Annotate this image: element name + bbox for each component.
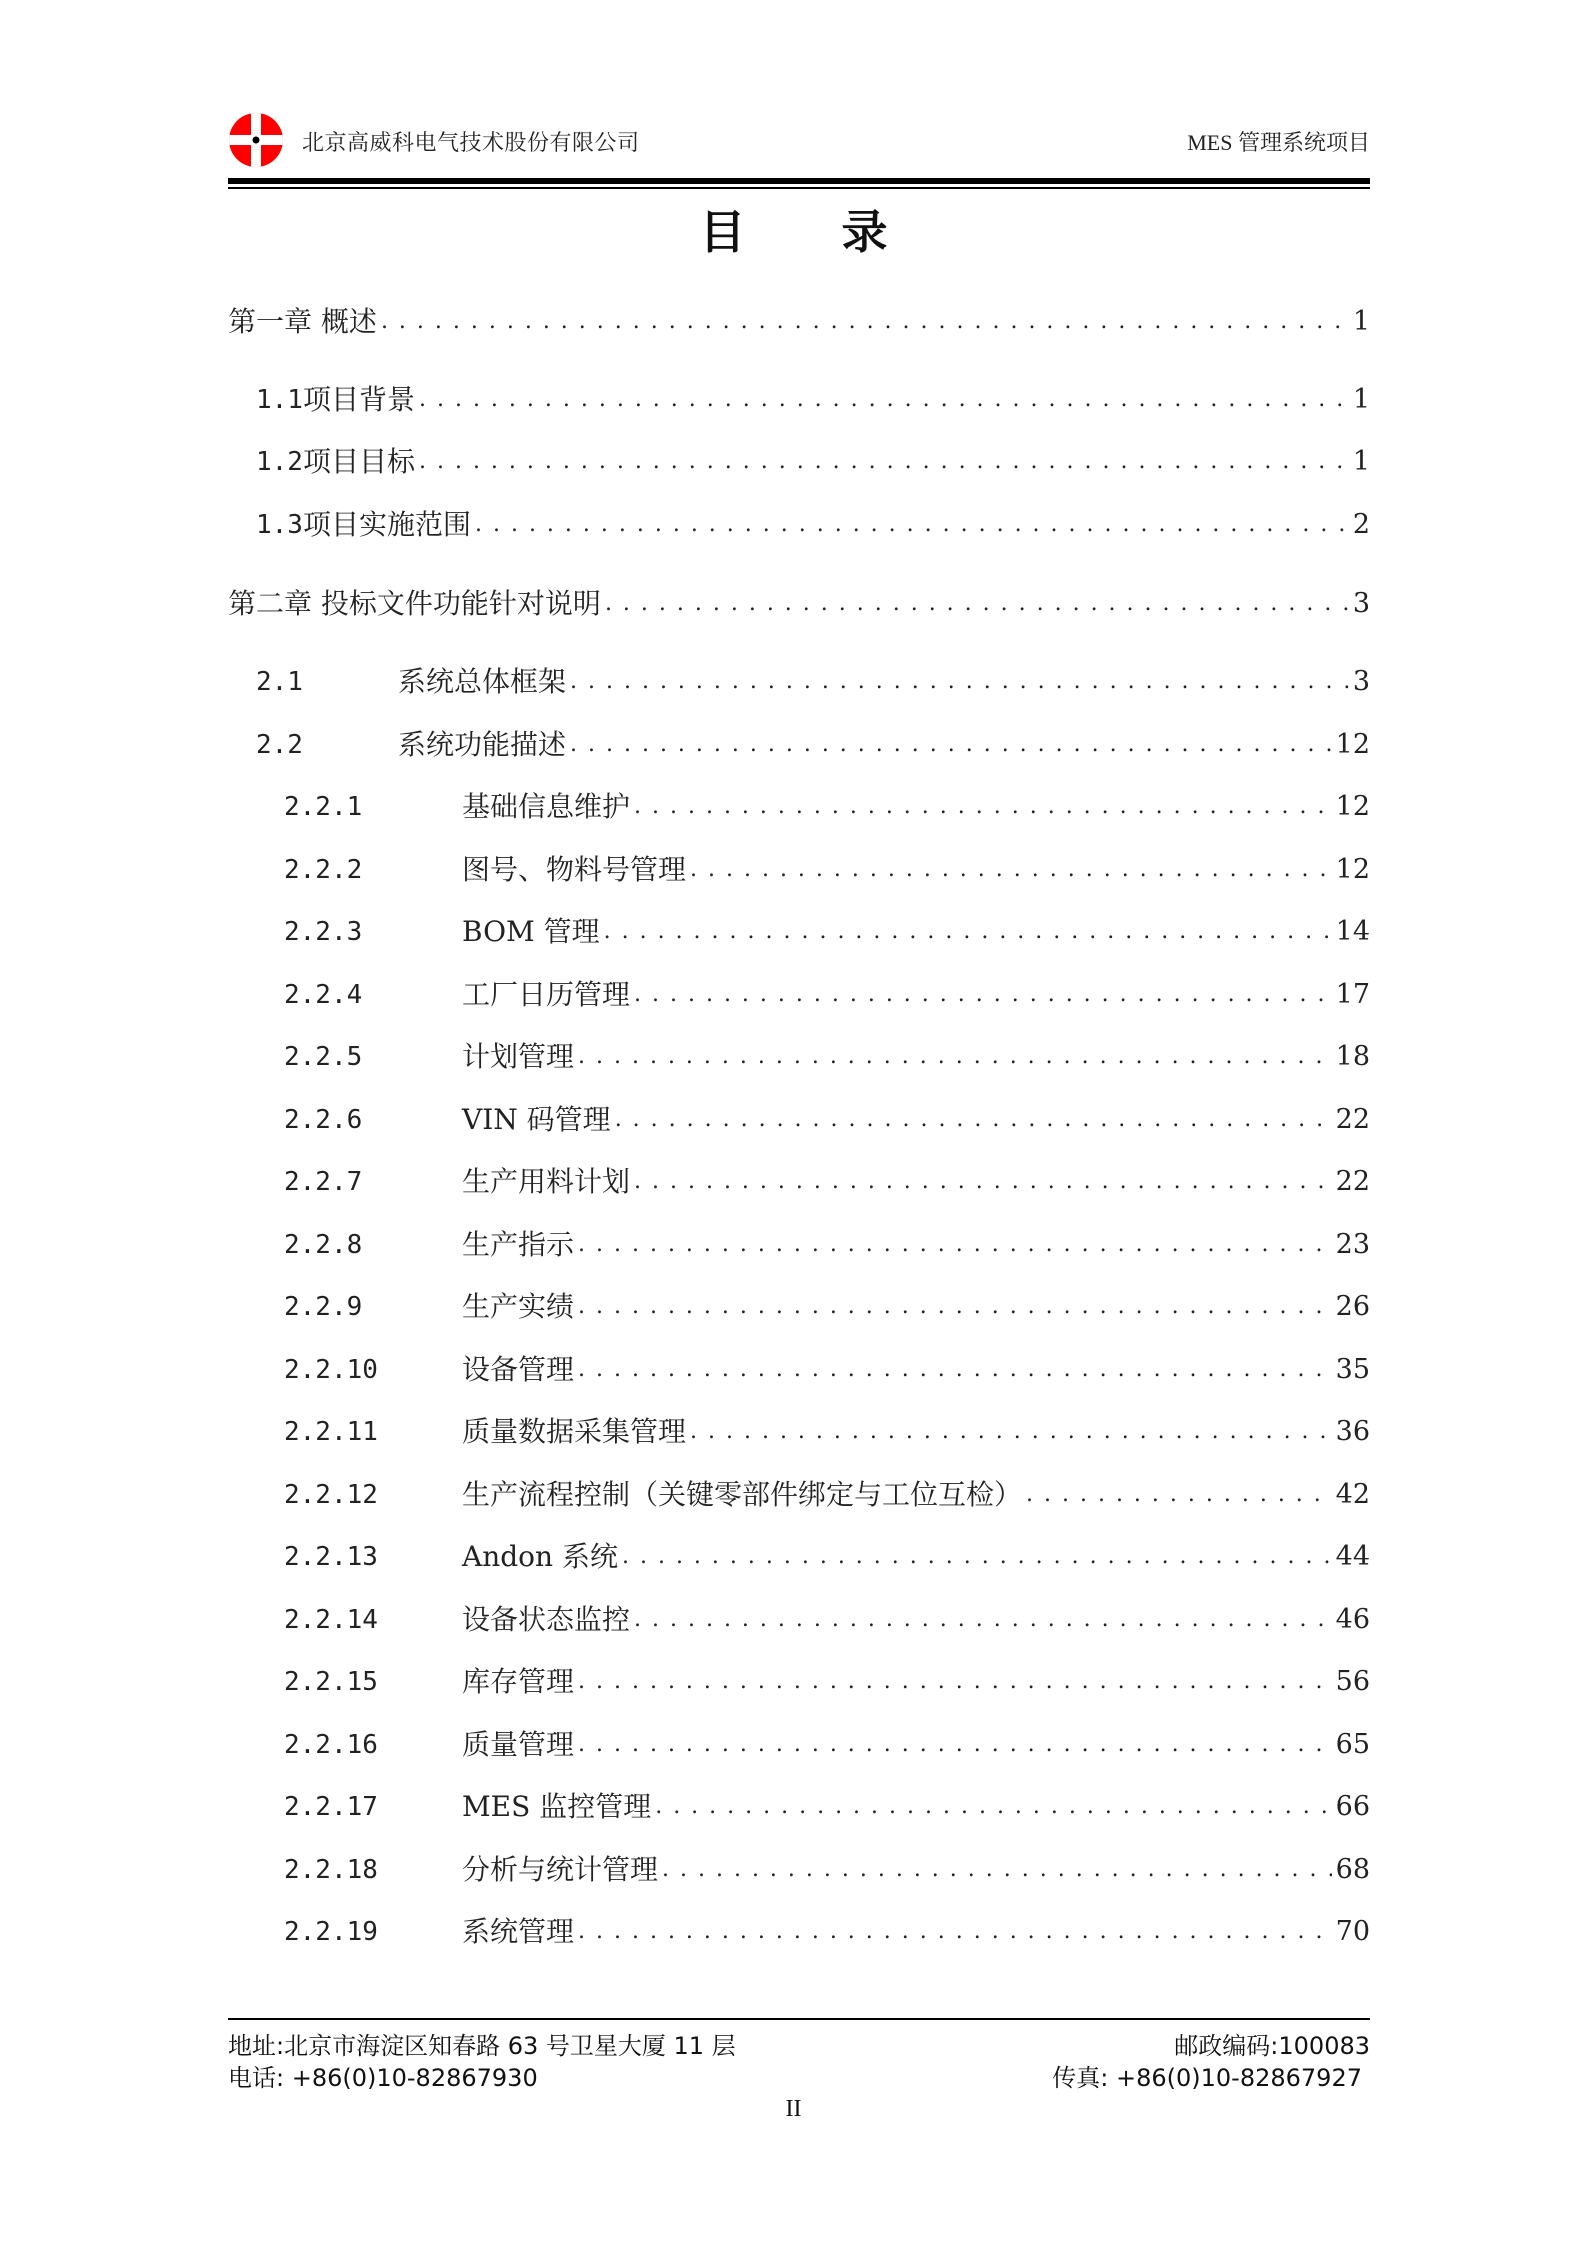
toc-label: 项目实施范围 xyxy=(302,508,471,541)
toc-label xyxy=(312,584,321,624)
footer-fax: 传真: +86(0)10-82867927 xyxy=(1052,2064,1362,2092)
dot-leader xyxy=(475,505,1349,545)
toc-entry-chapter-1[interactable] xyxy=(228,302,1370,342)
toc-entry-2-2-18[interactable] xyxy=(284,1850,1370,1890)
toc-label: 项目背景 xyxy=(302,383,415,416)
dot-leader xyxy=(578,1912,1332,1952)
toc-label: 工厂日历管理 xyxy=(462,978,631,1011)
dot-leader xyxy=(570,725,1332,765)
toc-number: 2.2.19 xyxy=(284,1917,378,1947)
toc-label: 系统管理 xyxy=(462,1915,575,1948)
toc-label: 生产用料计划 xyxy=(462,1165,631,1198)
toc-entry-1-2[interactable] xyxy=(256,442,1370,482)
toc-page-number: 12 xyxy=(1335,729,1370,760)
dot-leader xyxy=(615,1100,1332,1140)
toc-entry-2-2-10[interactable] xyxy=(284,1350,1370,1390)
company-logo-icon xyxy=(228,112,284,168)
toc-page-number: 23 xyxy=(1335,1229,1370,1260)
toc-number: 2.2.17 xyxy=(284,1792,378,1822)
toc-entry-2-2-12[interactable] xyxy=(284,1475,1370,1515)
dot-leader xyxy=(578,1725,1332,1765)
toc-page-number: 56 xyxy=(1335,1666,1370,1697)
toc-page-number: 2 xyxy=(1352,509,1370,540)
dot-leader xyxy=(570,662,1349,702)
dot-leader xyxy=(605,584,1349,624)
toc-page-number: 3 xyxy=(1352,588,1370,619)
dot-leader xyxy=(578,1662,1332,1702)
toc-number: 2.2.3 xyxy=(284,917,363,947)
dot-leader xyxy=(419,380,1349,420)
toc-number: 2.2.7 xyxy=(284,1167,363,1197)
toc-page-number: 1 xyxy=(1352,384,1370,415)
footer-address: 地址:北京市海淀区知春路 63 号卫星大厦 11 层 xyxy=(228,2032,736,2060)
toc-number: 2.2.11 xyxy=(284,1417,378,1447)
toc-number: 2.2.2 xyxy=(284,855,363,885)
toc-label: 分析与统计管理 xyxy=(462,1853,659,1886)
toc-entry-2-2-5[interactable] xyxy=(284,1037,1370,1077)
page-title: 目 录 xyxy=(699,205,928,259)
toc-entry-2-2-4[interactable] xyxy=(284,975,1370,1015)
dot-leader xyxy=(622,1537,1332,1577)
toc-page-number: 14 xyxy=(1335,916,1370,947)
dot-leader xyxy=(634,975,1332,1015)
header-rule-thin xyxy=(228,187,1370,189)
toc-label xyxy=(312,302,321,342)
toc-label: 系统总体框架 xyxy=(398,665,567,698)
toc-entry-2-2[interactable] xyxy=(256,725,1370,765)
toc-entry-1-3[interactable] xyxy=(256,505,1370,545)
toc-label: 投标文件功能针对说明 xyxy=(320,587,601,620)
toc-label: 计划管理 xyxy=(462,1040,575,1073)
toc-number: 2.2.15 xyxy=(284,1667,378,1697)
toc-entry-2-2-17[interactable] xyxy=(284,1787,1370,1827)
toc-number: 1.2 xyxy=(256,447,303,477)
toc-entry-2-2-2[interactable] xyxy=(284,850,1370,890)
toc-label: 基础信息维护 xyxy=(462,790,631,823)
toc-label: 概述 xyxy=(320,305,377,338)
toc-label: 质量管理 xyxy=(462,1728,575,1761)
dot-leader xyxy=(381,302,1349,342)
toc-page-number: 44 xyxy=(1335,1541,1370,1572)
toc-number: 2.2.16 xyxy=(284,1730,378,1760)
toc-number: 1.1 xyxy=(256,385,303,415)
toc-entry-2-2-13[interactable] xyxy=(284,1537,1370,1577)
toc-number: 2.2.8 xyxy=(284,1230,363,1260)
toc-page-number: 42 xyxy=(1335,1479,1370,1510)
toc-page-number: 12 xyxy=(1335,854,1370,885)
toc-entry-1-1[interactable] xyxy=(256,380,1370,420)
dot-leader xyxy=(578,1037,1332,1077)
toc-entry-2-2-11[interactable] xyxy=(284,1412,1370,1452)
toc-number: 2.2.5 xyxy=(284,1042,363,1072)
dot-leader xyxy=(634,787,1332,827)
toc-entry-2-2-14[interactable] xyxy=(284,1600,1370,1640)
toc-number: 2.2.13 xyxy=(284,1542,378,1572)
page-number: II xyxy=(785,2096,802,2122)
toc-number: 1.3 xyxy=(256,510,303,540)
toc-number: 第二章 xyxy=(228,587,313,620)
footer-phone: 电话: +86(0)10-82867930 xyxy=(228,2064,538,2092)
dot-leader xyxy=(578,1350,1332,1390)
toc-number: 2.2.4 xyxy=(284,980,363,1010)
toc-label: 生产流程控制（关键零部件绑定与工位互检） xyxy=(462,1478,1023,1511)
dot-leader xyxy=(604,912,1332,952)
toc-page-number: 1 xyxy=(1352,306,1370,337)
toc-entry-2-1[interactable] xyxy=(256,662,1370,702)
toc-number: 2.2.10 xyxy=(284,1355,378,1385)
toc-page-number: 68 xyxy=(1335,1854,1370,1885)
toc-label: 设备状态监控 xyxy=(462,1603,631,1636)
toc-label: 设备管理 xyxy=(462,1353,575,1386)
toc-page-number: 1 xyxy=(1352,446,1370,477)
toc-page-number: 36 xyxy=(1335,1416,1370,1447)
footer-rule xyxy=(228,2018,1370,2020)
toc-entry-2-2-6[interactable] xyxy=(284,1100,1370,1140)
toc-number: 2.2.12 xyxy=(284,1480,378,1510)
dot-leader xyxy=(634,1162,1332,1202)
company-name: 北京高威科电气技术股份有限公司 xyxy=(302,131,640,156)
dot-leader xyxy=(634,1600,1332,1640)
dot-leader xyxy=(662,1850,1332,1890)
toc-page-number: 66 xyxy=(1335,1791,1370,1822)
toc-label: VIN 码管理 xyxy=(462,1103,611,1136)
toc-page-number: 26 xyxy=(1335,1291,1370,1322)
toc-entry-2-2-8[interactable] xyxy=(284,1225,1370,1265)
toc-page-number: 22 xyxy=(1335,1104,1370,1135)
toc-page-number: 46 xyxy=(1335,1604,1370,1635)
toc-number: 2.2.6 xyxy=(284,1105,363,1135)
dot-leader xyxy=(655,1787,1331,1827)
toc-page-number: 17 xyxy=(1335,979,1370,1010)
dot-leader xyxy=(578,1225,1332,1265)
toc-label: BOM 管理 xyxy=(462,915,600,948)
toc-entry-2-2-15[interactable] xyxy=(284,1662,1370,1702)
toc-label: 系统功能描述 xyxy=(398,728,567,761)
dot-leader xyxy=(690,1412,1332,1452)
toc-number: 2.2 xyxy=(256,730,303,760)
toc-label: 质量数据采集管理 xyxy=(462,1415,687,1448)
toc-page-number: 65 xyxy=(1335,1729,1370,1760)
toc-entry-2-2-1[interactable] xyxy=(284,787,1370,827)
toc-page-number: 3 xyxy=(1352,666,1370,697)
footer-postcode: 邮政编码:100083 xyxy=(1174,2032,1370,2060)
toc-page-number: 18 xyxy=(1335,1041,1370,1072)
toc-page-number: 12 xyxy=(1335,791,1370,822)
toc-number: 2.2.14 xyxy=(284,1605,378,1635)
dot-leader xyxy=(690,850,1332,890)
toc-entry-2-2-3[interactable] xyxy=(284,912,1370,952)
toc-number: 第一章 xyxy=(228,305,313,338)
project-name: MES 管理系统项目 xyxy=(1187,130,1370,155)
toc-label: Andon 系统 xyxy=(462,1540,618,1573)
toc-label: 库存管理 xyxy=(462,1665,575,1698)
toc-entry-2-2-9[interactable] xyxy=(284,1287,1370,1327)
toc-page-number: 22 xyxy=(1335,1166,1370,1197)
page-header xyxy=(228,112,1370,172)
dot-leader xyxy=(1026,1475,1332,1515)
toc-entry-2-2-19[interactable] xyxy=(284,1912,1370,1952)
toc-number: 2.2.1 xyxy=(284,792,363,822)
toc-label: MES 监控管理 xyxy=(462,1790,652,1823)
toc-page-number: 35 xyxy=(1335,1354,1370,1385)
toc-number: 2.2.9 xyxy=(284,1292,363,1322)
toc-number: 2.2.18 xyxy=(284,1855,378,1885)
toc-number: 2.1 xyxy=(256,667,303,697)
toc-label: 生产实绩 xyxy=(462,1290,575,1323)
dot-leader xyxy=(578,1287,1332,1327)
toc-page-number: 70 xyxy=(1335,1916,1370,1947)
toc-entry-2-2-16[interactable] xyxy=(284,1725,1370,1765)
header-rule xyxy=(228,178,1370,184)
toc-label: 图号、物料号管理 xyxy=(462,853,687,886)
dot-leader xyxy=(419,442,1349,482)
toc-label: 项目目标 xyxy=(302,445,415,478)
toc-label: 生产指示 xyxy=(462,1228,575,1261)
toc-entry-chapter-2[interactable] xyxy=(228,584,1370,624)
toc-entry-2-2-7[interactable] xyxy=(284,1162,1370,1202)
